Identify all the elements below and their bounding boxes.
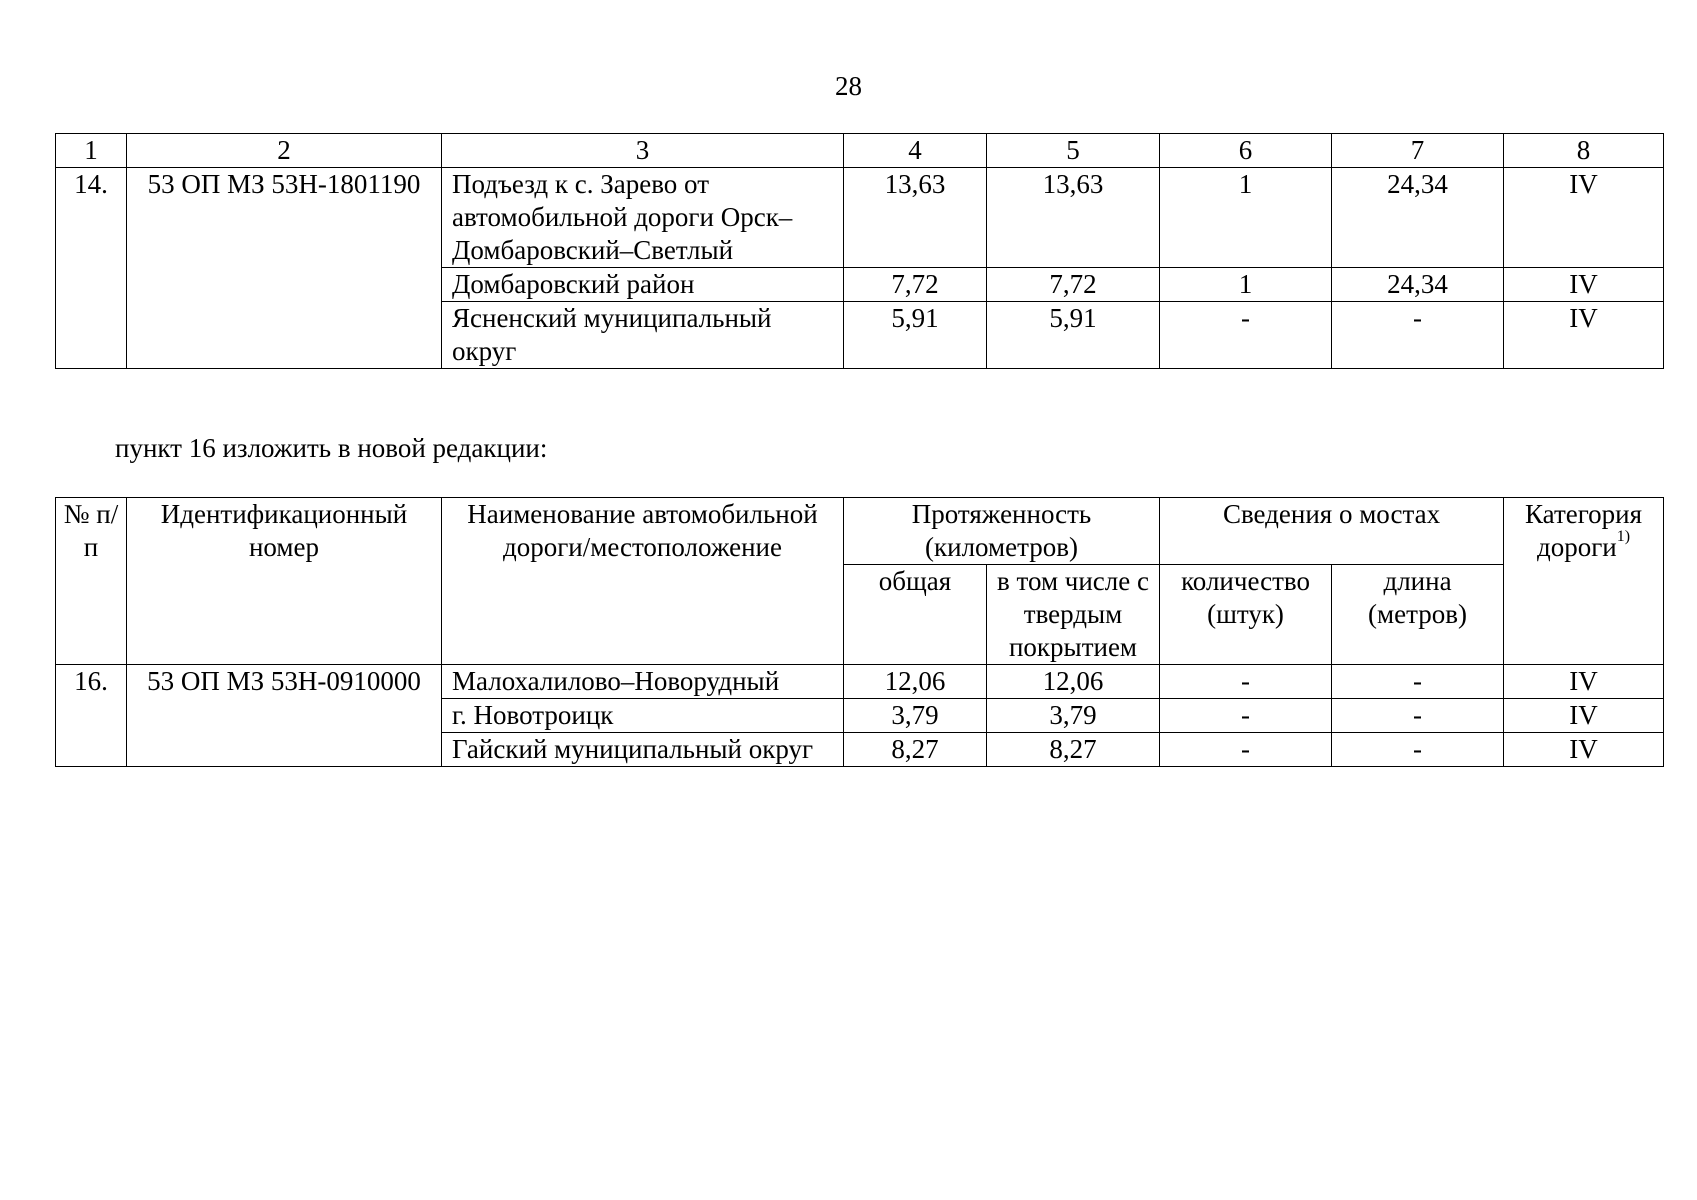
bridges-length: -	[1332, 665, 1504, 699]
row-number: 16.	[56, 665, 127, 767]
length-total: 8,27	[844, 733, 987, 767]
footnote-marker: 1)	[1616, 528, 1631, 545]
header-length-total: общая	[844, 565, 987, 665]
length-total: 12,06	[844, 665, 987, 699]
length-total: 13,63	[844, 168, 987, 268]
column-number-5: 5	[987, 134, 1160, 168]
length-hard-surface: 13,63	[987, 168, 1160, 268]
road-location: Домбаровский район	[442, 268, 844, 302]
bridges-length: -	[1332, 302, 1504, 369]
road-location: Гайский муниципальный округ	[442, 733, 844, 767]
bridges-count: 1	[1160, 168, 1332, 268]
bridges-length: -	[1332, 699, 1504, 733]
column-number-8: 8	[1504, 134, 1664, 168]
instruction-text: пункт 16 изложить в новой редакции:	[115, 433, 548, 463]
header-bridges-length: длина (метров)	[1332, 565, 1504, 665]
bridges-count: -	[1160, 302, 1332, 369]
road-table-item-16	[55, 497, 1664, 767]
road-category: IV	[1504, 302, 1664, 369]
length-hard-surface: 12,06	[987, 665, 1160, 699]
table-row	[56, 168, 1664, 268]
road-id: 53 ОП МЗ 53Н-1801190	[127, 168, 442, 369]
bridges-length: 24,34	[1332, 268, 1504, 302]
road-category: IV	[1504, 699, 1664, 733]
header-category-label: Категория дороги	[1525, 499, 1643, 562]
table-row	[56, 665, 1664, 699]
length-hard-surface: 3,79	[987, 699, 1160, 733]
column-number-row	[56, 134, 1664, 168]
length-total: 3,79	[844, 699, 987, 733]
road-category: IV	[1504, 665, 1664, 699]
header-name: Наименование автомобильной дороги/местоположение	[442, 498, 844, 665]
bridges-length: 24,34	[1332, 168, 1504, 268]
road-id: 53 ОП МЗ 53Н-0910000	[127, 665, 442, 767]
road-name: Подъезд к с. Зарево от автомобильной дороги Орск–Домбаровский–Светлый	[442, 168, 844, 268]
header-row	[56, 498, 1664, 565]
header-length-hard-surface: в том числе с твердым покрытием	[987, 565, 1160, 665]
bridges-count: 1	[1160, 268, 1332, 302]
road-location: г. Новотроицк	[442, 699, 844, 733]
column-number-3: 3	[442, 134, 844, 168]
length-hard-surface: 5,91	[987, 302, 1160, 369]
bridges-count: -	[1160, 733, 1332, 767]
header-bridges-count: количество (штук)	[1160, 565, 1332, 665]
road-name: Малохалилово–Новорудный	[442, 665, 844, 699]
column-number-7: 7	[1332, 134, 1504, 168]
road-table-item-14	[55, 133, 1664, 369]
header-id: Идентификационный номер	[127, 498, 442, 665]
page-number: 28	[835, 71, 862, 101]
column-number-1: 1	[56, 134, 127, 168]
header-category	[1504, 498, 1664, 665]
length-total: 7,72	[844, 268, 987, 302]
length-hard-surface: 8,27	[987, 733, 1160, 767]
bridges-length: -	[1332, 733, 1504, 767]
header-length: Протяженность (километров)	[844, 498, 1160, 565]
column-number-6: 6	[1160, 134, 1332, 168]
column-number-2: 2	[127, 134, 442, 168]
road-location: Ясненский муниципальный округ	[442, 302, 844, 369]
column-number-4: 4	[844, 134, 987, 168]
road-category: IV	[1504, 168, 1664, 268]
length-total: 5,91	[844, 302, 987, 369]
header-bridges: Сведения о мостах	[1160, 498, 1504, 565]
bridges-count: -	[1160, 699, 1332, 733]
bridges-count: -	[1160, 665, 1332, 699]
row-number: 14.	[56, 168, 127, 369]
length-hard-surface: 7,72	[987, 268, 1160, 302]
road-category: IV	[1504, 733, 1664, 767]
road-category: IV	[1504, 268, 1664, 302]
header-number: № п/п	[56, 498, 127, 665]
